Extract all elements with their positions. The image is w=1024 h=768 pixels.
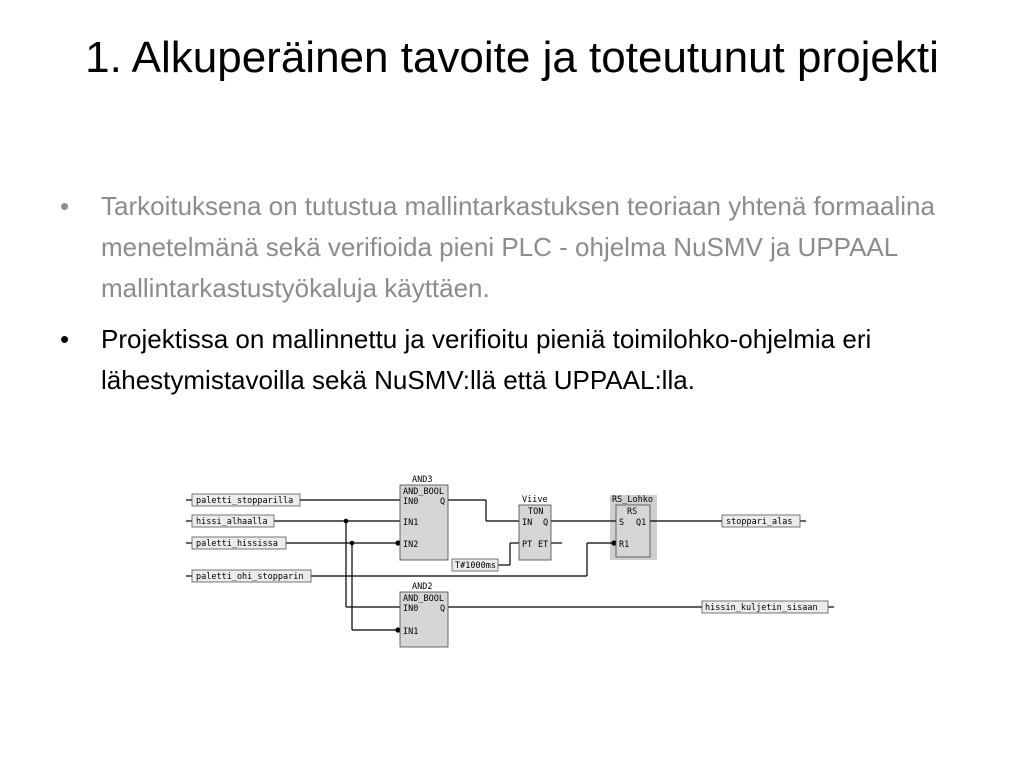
svg-text:Viive: Viive [522,495,548,505]
svg-text:AND2: AND2 [412,582,433,592]
bullet-icon: • [60,191,70,221]
svg-text:Q: Q [543,518,549,528]
svg-text:S: S [619,518,625,528]
svg-text:AND_BOOL: AND_BOOL [403,594,444,604]
input-variable-paletti-ohi-stopparin [192,570,311,582]
svg-text:paletti_hississa: paletti_hississa [196,539,278,549]
svg-text:R1: R1 [619,540,630,550]
svg-text:IN0: IN0 [403,604,419,614]
rs-block [612,495,653,557]
svg-text:IN0: IN0 [403,497,419,507]
output-variable-stoppari-alas [722,515,800,527]
bullet-text-project: Projektissa on mallinnettu ja verifioitu pieniä toimilohko-ohjelmia eri lähestymistavoilla sekä NuSMV:llä että UPPAAL:lla. [101,324,872,395]
and3-block [400,475,448,560]
svg-text:ET: ET [538,540,549,550]
and2-block [400,582,448,647]
junction-dot [344,519,349,524]
svg-text:Q: Q [440,497,446,507]
svg-text:paletti_ohi_stopparin: paletti_ohi_stopparin [196,572,304,582]
input-variable-hissi-alhaalla [192,515,274,527]
input-variable-paletti-hississa [192,537,286,549]
svg-text:IN1: IN1 [403,518,419,528]
svg-text:AND_BOOL: AND_BOOL [403,487,444,497]
svg-text:stoppari_alas: stoppari_alas [726,517,793,527]
svg-text:paletti_stopparilla: paletti_stopparilla [196,496,294,506]
svg-text:TON: TON [528,507,544,517]
svg-text:PT: PT [522,540,533,550]
svg-text:IN2: IN2 [403,540,419,550]
svg-text:RS: RS [627,507,638,517]
bullet-text-goal: Tarkoituksena on tutustua mallintarkastuksen teoriaan yhtenä formaalina menetelmänä sekä verifioida pieni PLC - ohjelma NuSMV ja UPPAAL mallintarkastustyökaluja käyttäen. [101,191,935,303]
output-variable-hissin-kuljetin-sisaan [702,601,828,613]
slide-title: 1. Alkuperäinen tavoite ja toteutunut projekti [85,33,939,82]
svg-text:IN: IN [522,518,533,528]
ton-block [519,495,551,560]
junction-dot [350,541,355,546]
svg-text:hissin_kuljetin_sisaan: hissin_kuljetin_sisaan [705,603,818,613]
constant-t1000ms [452,559,498,571]
bullet-icon: • [60,324,70,354]
svg-text:IN1: IN1 [403,627,419,637]
svg-text:RS_Lohko: RS_Lohko [612,495,653,505]
svg-text:T#1000ms: T#1000ms [455,561,496,571]
input-variable-paletti-stopparilla [192,494,300,506]
svg-text:hissi_alhaalla: hissi_alhaalla [196,517,268,527]
svg-text:Q1: Q1 [636,518,647,528]
svg-text:Q: Q [440,604,446,614]
svg-text:AND3: AND3 [412,475,433,485]
